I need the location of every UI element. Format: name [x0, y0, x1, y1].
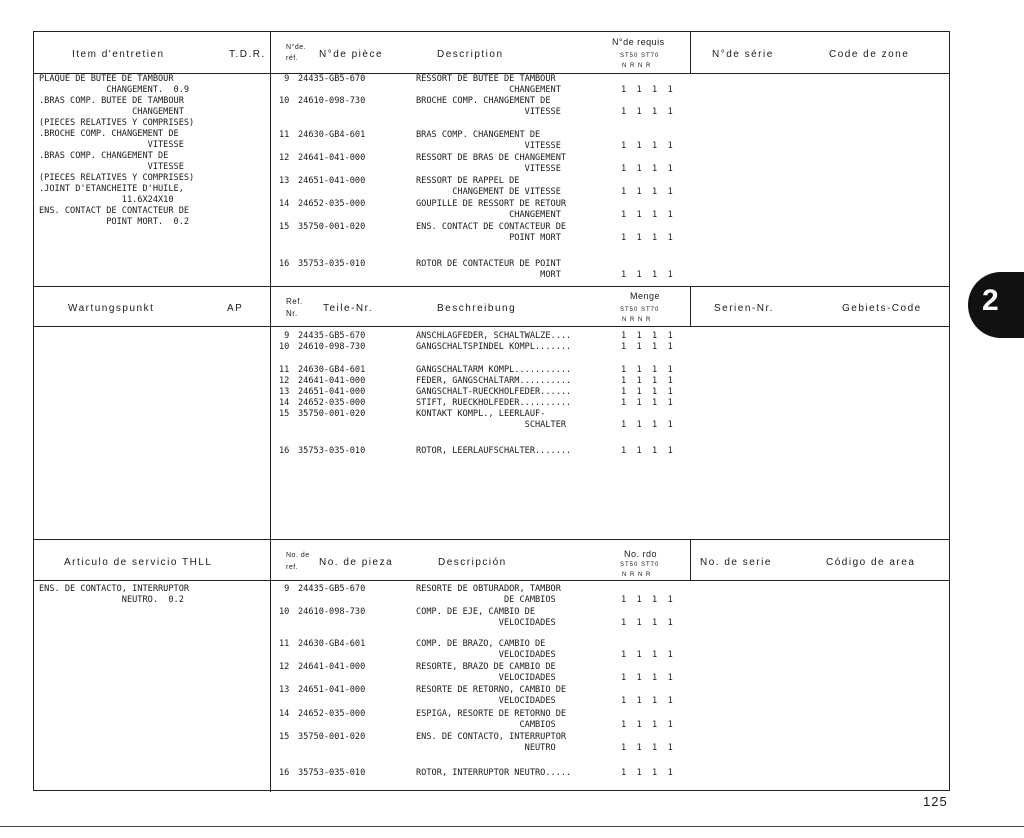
header-tdr: T.D.R. [229, 49, 266, 60]
header-ref-2: Nr. [286, 309, 298, 318]
row-description: COMP. DE BRAZO, CAMBIO DE [416, 639, 546, 649]
header-zone: Código de area [826, 557, 916, 568]
row-part-number: 24641-041-000 [298, 376, 366, 386]
header-zone: Gebiets-Code [842, 303, 922, 314]
maintenance-item-line: NEUTRO. 0.2 [39, 595, 184, 605]
header-item: Wartungspunkt [68, 303, 155, 314]
row-part-number: 24651-041-000 [298, 387, 366, 397]
row-part-number: 24651-041-000 [298, 685, 366, 695]
row-ref-number: 15 [279, 222, 290, 232]
row-quantities: 1 1 1 1 [621, 387, 673, 397]
row-quantities: 1 1 1 1 [621, 141, 673, 151]
row-part-number: 24435-GB5-670 [298, 331, 366, 341]
row-description-cont: VELOCIDADES [416, 696, 556, 706]
row-description-cont: CHANGEMENT [416, 210, 561, 220]
header-qty: No. rdo [624, 549, 658, 559]
row-quantities: 1 1 1 1 [621, 696, 673, 706]
row-description: ANSCHLAGFEDER, SCHALTWALZE.... [416, 331, 572, 341]
row-ref-number: 16 [279, 446, 290, 456]
header-item: Item d'entretien [72, 49, 165, 60]
header-german [34, 287, 949, 327]
row-description: ROTOR DE CONTACTEUR DE POINT [416, 259, 561, 269]
row-description-cont: NEUTRO [416, 743, 556, 753]
row-part-number: 24435-GB5-670 [298, 74, 366, 84]
header-spanish [34, 540, 949, 581]
section-german [34, 287, 949, 540]
row-part-number: 24641-041-000 [298, 153, 366, 163]
row-quantities: 1 1 1 1 [621, 210, 673, 220]
row-description-cont: VELOCIDADES [416, 673, 556, 683]
maintenance-item-line: .BROCHE COMP. CHANGEMENT DE [39, 129, 179, 139]
row-description: RESORTE DE OBTURADOR, TAMBOR [416, 584, 561, 594]
row-description-cont: CHANGEMENT [416, 85, 561, 95]
row-description: ENS. DE CONTACTO, INTERRUPTOR [416, 732, 567, 742]
row-part-number: 24610-098-730 [298, 96, 366, 106]
row-quantities: 1 1 1 1 [621, 376, 673, 386]
header-qty-sub: ST50 ST70 [620, 562, 660, 568]
row-quantities: 1 1 1 1 [621, 768, 673, 778]
row-quantities: 1 1 1 1 [621, 720, 673, 730]
row-quantities: 1 1 1 1 [621, 420, 673, 430]
header-nr: N R N R [622, 317, 652, 323]
row-quantities: 1 1 1 1 [621, 164, 673, 174]
divider [690, 540, 691, 581]
row-quantities: 1 1 1 1 [621, 270, 673, 280]
row-part-number: 24641-041-000 [298, 662, 366, 672]
maintenance-item-line: .BRAS COMP. BUTEE DE TAMBOUR [39, 96, 184, 106]
page-bottom-rule [0, 826, 1024, 827]
row-quantities: 1 1 1 1 [621, 233, 673, 243]
row-ref-number: 11 [279, 365, 290, 375]
divider [270, 287, 271, 539]
row-part-number: 24652-035-000 [298, 709, 366, 719]
row-description: RESORTE DE RETORNO, CAMBIO DE [416, 685, 567, 695]
row-description: GOUPILLE DE RESSORT DE RETOUR [416, 199, 567, 209]
row-part-number: 35753-035-010 [298, 446, 366, 456]
row-part-number: 35753-035-010 [298, 259, 366, 269]
row-quantities: 1 1 1 1 [621, 342, 673, 352]
row-ref-number: 14 [279, 199, 290, 209]
header-part: No. de pieza [319, 557, 394, 568]
header-nr: N R N R [622, 572, 652, 578]
section-spanish [34, 540, 949, 792]
row-part-number: 24610-098-730 [298, 342, 366, 352]
header-ref-1: Ref. [286, 297, 303, 306]
row-description-cont: VITESSE [416, 141, 561, 151]
row-description: ENS. CONTACT DE CONTACTEUR DE [416, 222, 567, 232]
maintenance-item-line: POINT MORT. 0.2 [39, 217, 190, 227]
header-ref-2: ref. [286, 564, 299, 571]
row-description: GANGSCHALT-RUECKHOLFEDER...... [416, 387, 572, 397]
row-description: COMP. DE EJE, CAMBIO DE [416, 607, 535, 617]
row-ref-number: 10 [279, 96, 290, 106]
header-ref-1: N°de. [286, 44, 307, 51]
row-description-cont: VELOCIDADES [416, 618, 556, 628]
row-ref-number: 13 [279, 387, 290, 397]
row-quantities: 1 1 1 1 [621, 331, 673, 341]
header-part: Teile-Nr. [323, 303, 374, 314]
row-ref-number: 11 [279, 639, 290, 649]
row-quantities: 1 1 1 1 [621, 187, 673, 197]
maintenance-item-line: 11.6X24X10 [39, 195, 174, 205]
header-serial: No. de serie [700, 557, 772, 568]
row-part-number: 24652-035-000 [298, 398, 366, 408]
row-quantities: 1 1 1 1 [621, 107, 673, 117]
row-description-cont: VELOCIDADES [416, 650, 556, 660]
row-ref-number: 16 [279, 259, 290, 269]
row-description: ROTOR, LEERLAUFSCHALTER....... [416, 446, 572, 456]
row-part-number: 24651-041-000 [298, 176, 366, 186]
divider [690, 287, 691, 327]
row-part-number: 24630-GB4-601 [298, 365, 366, 375]
maintenance-item-line: ENS. DE CONTACTO, INTERRUPTOR [39, 584, 190, 594]
maintenance-item-line: (PIECES RELATIVES Y COMPRISES) [39, 118, 195, 128]
header-part: N°de pièce [319, 49, 384, 60]
maintenance-item-line: ENS. CONTACT DE CONTACTEUR DE [39, 206, 190, 216]
row-quantities: 1 1 1 1 [621, 650, 673, 660]
section-tab-number: 2 [982, 284, 999, 317]
row-part-number: 35753-035-010 [298, 768, 366, 778]
row-description: BROCHE COMP. CHANGEMENT DE [416, 96, 551, 106]
header-tdr: AP [227, 303, 244, 314]
section-tab [968, 272, 1024, 338]
row-ref-number: 16 [279, 768, 290, 778]
row-quantities: 1 1 1 1 [621, 365, 673, 375]
row-description: RESSORT DE BUTEE DE TAMBOUR [416, 74, 556, 84]
row-ref-number: 10 [279, 342, 290, 352]
row-description-cont: MORT [416, 270, 561, 280]
header-french [34, 32, 949, 74]
row-ref-number: 12 [279, 662, 290, 672]
divider [690, 32, 691, 74]
page-number: 125 [923, 794, 948, 809]
row-description: BRAS COMP. CHANGEMENT DE [416, 130, 541, 140]
row-ref-number: 13 [279, 685, 290, 695]
header-zone: Code de zone [829, 49, 910, 60]
row-quantities: 1 1 1 1 [621, 446, 673, 456]
header-serial: N°de série [712, 49, 774, 60]
maintenance-item-line: CHANGEMENT [39, 107, 184, 117]
row-part-number: 24630-GB4-601 [298, 130, 366, 140]
header-item: Articulo de servicio THLL [64, 557, 213, 568]
parts-table-frame [33, 31, 950, 791]
row-description-cont: DE CAMBIOS [416, 595, 556, 605]
row-part-number: 24610-098-730 [298, 607, 366, 617]
row-ref-number: 12 [279, 153, 290, 163]
row-ref-number: 15 [279, 732, 290, 742]
row-quantities: 1 1 1 1 [621, 673, 673, 683]
row-part-number: 35750-001-020 [298, 409, 366, 419]
header-qty: Menge [630, 291, 661, 301]
row-description: ESPIGA, RESORTE DE RETORNO DE [416, 709, 567, 719]
row-quantities: 1 1 1 1 [621, 85, 673, 95]
maintenance-item-line: .JOINT D'ETANCHEITE D'HUILE, [39, 184, 184, 194]
row-description: GANGSCHALTSPINDEL KOMPL....... [416, 342, 572, 352]
maintenance-item-line: VITESSE [39, 162, 184, 172]
row-ref-number: 11 [279, 130, 290, 140]
row-part-number: 24652-035-000 [298, 199, 366, 209]
row-part-number: 35750-001-020 [298, 732, 366, 742]
maintenance-item-line: CHANGEMENT. 0.9 [39, 85, 190, 95]
row-ref-number: 10 [279, 607, 290, 617]
maintenance-item-line: .BRAS COMP. CHANGEMENT DE [39, 151, 169, 161]
row-description-cont: SCHALTER [416, 420, 567, 430]
row-quantities: 1 1 1 1 [621, 595, 673, 605]
row-ref-number: 14 [279, 709, 290, 719]
header-nr: N R N R [622, 63, 652, 69]
row-quantities: 1 1 1 1 [621, 398, 673, 408]
divider [270, 32, 271, 286]
header-qty-sub: ST50 ST70 [620, 307, 660, 313]
row-description-cont: CHANGEMENT DE VITESSE [416, 187, 561, 197]
row-description: STIFT, RUECKHOLFEDER.......... [416, 398, 572, 408]
row-description-cont: VITESSE [416, 107, 561, 117]
maintenance-item-line: (PIECES RELATIVES Y COMPRISES) [39, 173, 195, 183]
row-ref-number: 12 [279, 376, 290, 386]
header-qty: N°de requis [612, 37, 665, 47]
row-description: FEDER, GANGSCHALTARM.......... [416, 376, 572, 386]
row-description-cont: POINT MORT [416, 233, 561, 243]
row-part-number: 24630-GB4-601 [298, 639, 366, 649]
row-description: GANGSCHALTARM KOMPL........... [416, 365, 572, 375]
row-description-cont: VITESSE [416, 164, 561, 174]
maintenance-item-line: PLAQUE DE BUTEE DE TAMBOUR [39, 74, 174, 84]
row-part-number: 24435-GB5-670 [298, 584, 366, 594]
row-description: RESORTE, BRAZO DE CAMBIO DE [416, 662, 556, 672]
row-ref-number: 9 [279, 331, 290, 341]
header-desc: Descripción [438, 557, 507, 568]
row-ref-number: 13 [279, 176, 290, 186]
row-ref-number: 15 [279, 409, 290, 419]
row-ref-number: 9 [279, 584, 290, 594]
row-quantities: 1 1 1 1 [621, 743, 673, 753]
header-desc: Description [437, 49, 504, 60]
row-ref-number: 9 [279, 74, 290, 84]
row-description-cont: CAMBIOS [416, 720, 556, 730]
row-description: KONTAKT KOMPL., LEERLAUF- [416, 409, 546, 419]
header-ref-2: réf. [286, 55, 299, 62]
row-description: RESSORT DE RAPPEL DE [416, 176, 520, 186]
header-desc: Beschreibung [437, 303, 517, 314]
row-description: RESSORT DE BRAS DE CHANGEMENT [416, 153, 567, 163]
row-quantities: 1 1 1 1 [621, 618, 673, 628]
row-ref-number: 14 [279, 398, 290, 408]
row-description: ROTOR, INTERRUPTOR NEUTRO..... [416, 768, 572, 778]
maintenance-item-line: VITESSE [39, 140, 184, 150]
header-serial: Serien-Nr. [714, 303, 775, 314]
header-ref-1: No. de [286, 552, 310, 559]
divider [270, 540, 271, 792]
section-french [34, 32, 949, 287]
row-part-number: 35750-001-020 [298, 222, 366, 232]
header-qty-sub: ST50 ST70 [620, 53, 660, 59]
